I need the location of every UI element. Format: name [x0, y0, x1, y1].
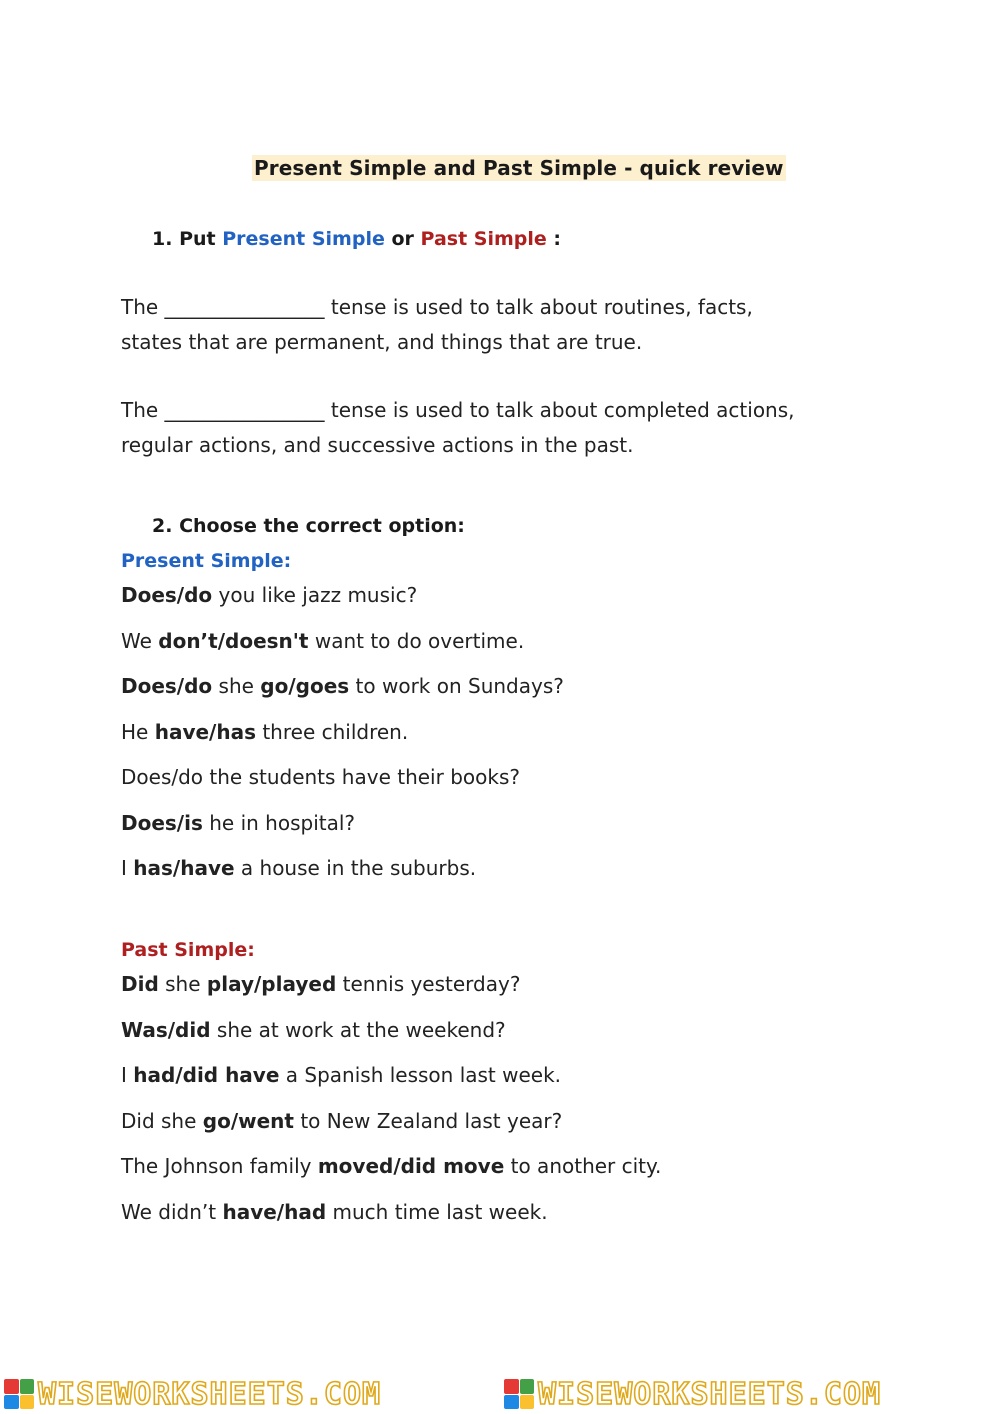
section2-heading: [152, 515, 465, 537]
section1-prefix: Put: [179, 228, 216, 250]
exercise-sentence: [121, 972, 520, 996]
answer-choice: don’t/doesn't: [158, 628, 309, 653]
exercise-sentence: [121, 1063, 561, 1087]
logo-icon: [4, 1379, 34, 1409]
sentence-text: The Johnson family: [121, 1154, 318, 1178]
exercise-sentence: [121, 1200, 548, 1224]
exercise-sentence: [121, 720, 408, 744]
exercise-sentence: [121, 674, 564, 698]
definition-1-line-2: states that are permanent, and things that are true.: [121, 330, 643, 354]
sentence-text: to work on Sundays?: [349, 674, 564, 698]
definition-paragraph-1: [121, 290, 753, 360]
answer-choice: Does/do: [121, 583, 213, 607]
sentence-text: a Spanish lesson last week.: [279, 1063, 562, 1087]
option-present-simple: Present Simple: [222, 228, 385, 250]
sentence-text: want to do overtime.: [308, 628, 525, 653]
sentence-text: Did she: [121, 1108, 203, 1133]
sentence-text: I: [121, 856, 134, 880]
exercise-sentence: [121, 765, 520, 789]
sentence-text: three children.: [255, 719, 409, 744]
section1-heading: [152, 228, 561, 250]
sentence-text: We didn’t: [121, 1199, 223, 1224]
exercise-sentence: [121, 1154, 661, 1178]
answer-choice: play/played: [206, 972, 337, 996]
logo-icon: [504, 1379, 534, 1409]
sentence-text: he in hospital?: [202, 810, 356, 835]
sentence-text: she: [212, 674, 261, 698]
watermark-logo-2: [504, 1378, 881, 1410]
sentence-text: Does/do the students have their books?: [121, 765, 520, 789]
answer-choice: had/did have: [133, 1063, 280, 1087]
answer-choice: go/goes: [260, 674, 350, 698]
sentence-text: a house in the suburbs.: [234, 856, 477, 880]
sentence-text: I: [121, 1063, 134, 1087]
option-past-simple: Past Simple: [420, 228, 547, 250]
definition-paragraph-2: [121, 393, 795, 463]
exercise-sentence: [121, 1018, 506, 1042]
exercise-sentence: [121, 583, 417, 607]
answer-choice: Did: [121, 972, 159, 996]
sentence-text: tennis yesterday?: [336, 972, 521, 996]
answer-choice: have/had: [222, 1199, 327, 1224]
exercise-sentence: [121, 629, 524, 653]
section2-number: 2.: [152, 515, 173, 537]
answer-choice: Does/is: [121, 810, 203, 835]
sentence-text: she at work at the weekend?: [210, 1017, 506, 1042]
answer-choice: moved/did move: [317, 1154, 505, 1178]
sentence-text: to another city.: [504, 1154, 662, 1178]
page-title: Present Simple and Past Simple - quick review: [254, 156, 784, 180]
exercise-sentence: [121, 811, 355, 835]
sentence-text: to New Zealand last year?: [293, 1108, 563, 1133]
definition-2-line-2: regular actions, and successive actions in the past.: [121, 433, 634, 457]
section1-suffix: :: [553, 228, 562, 250]
sentence-text: We: [121, 628, 159, 653]
exercise-sentence: [121, 1109, 562, 1133]
section1-number: 1.: [152, 228, 173, 250]
footer-watermark: [0, 1374, 1000, 1414]
watermark-logo-1: [4, 1378, 381, 1410]
answer-choice: has/have: [133, 856, 235, 880]
definition-1-line-1: The ________________ tense is used to talk about routines, facts,: [121, 295, 753, 319]
answer-choice: Was/did: [121, 1017, 211, 1042]
section2-heading-text: Choose the correct option:: [179, 515, 465, 537]
answer-choice: have/has: [154, 719, 256, 744]
exercise-sentence: [121, 856, 476, 880]
watermark-text: WISEWORKSHEETS.COM: [538, 1376, 882, 1412]
section1-joiner: or: [391, 228, 414, 250]
sentence-text: He: [121, 719, 155, 744]
sentence-text: you like jazz music?: [212, 583, 418, 607]
present-simple-label: Present Simple:: [121, 550, 292, 572]
answer-choice: Does/do: [121, 674, 213, 698]
watermark-text: WISEWORKSHEETS.COM: [38, 1376, 382, 1412]
sentence-text: she: [158, 972, 207, 996]
definition-2-line-1: The ________________ tense is used to talk about completed actions,: [121, 398, 795, 422]
sentence-text: much time last week.: [326, 1199, 548, 1224]
past-simple-label: Past Simple:: [121, 939, 255, 961]
answer-choice: go/went: [202, 1108, 294, 1133]
